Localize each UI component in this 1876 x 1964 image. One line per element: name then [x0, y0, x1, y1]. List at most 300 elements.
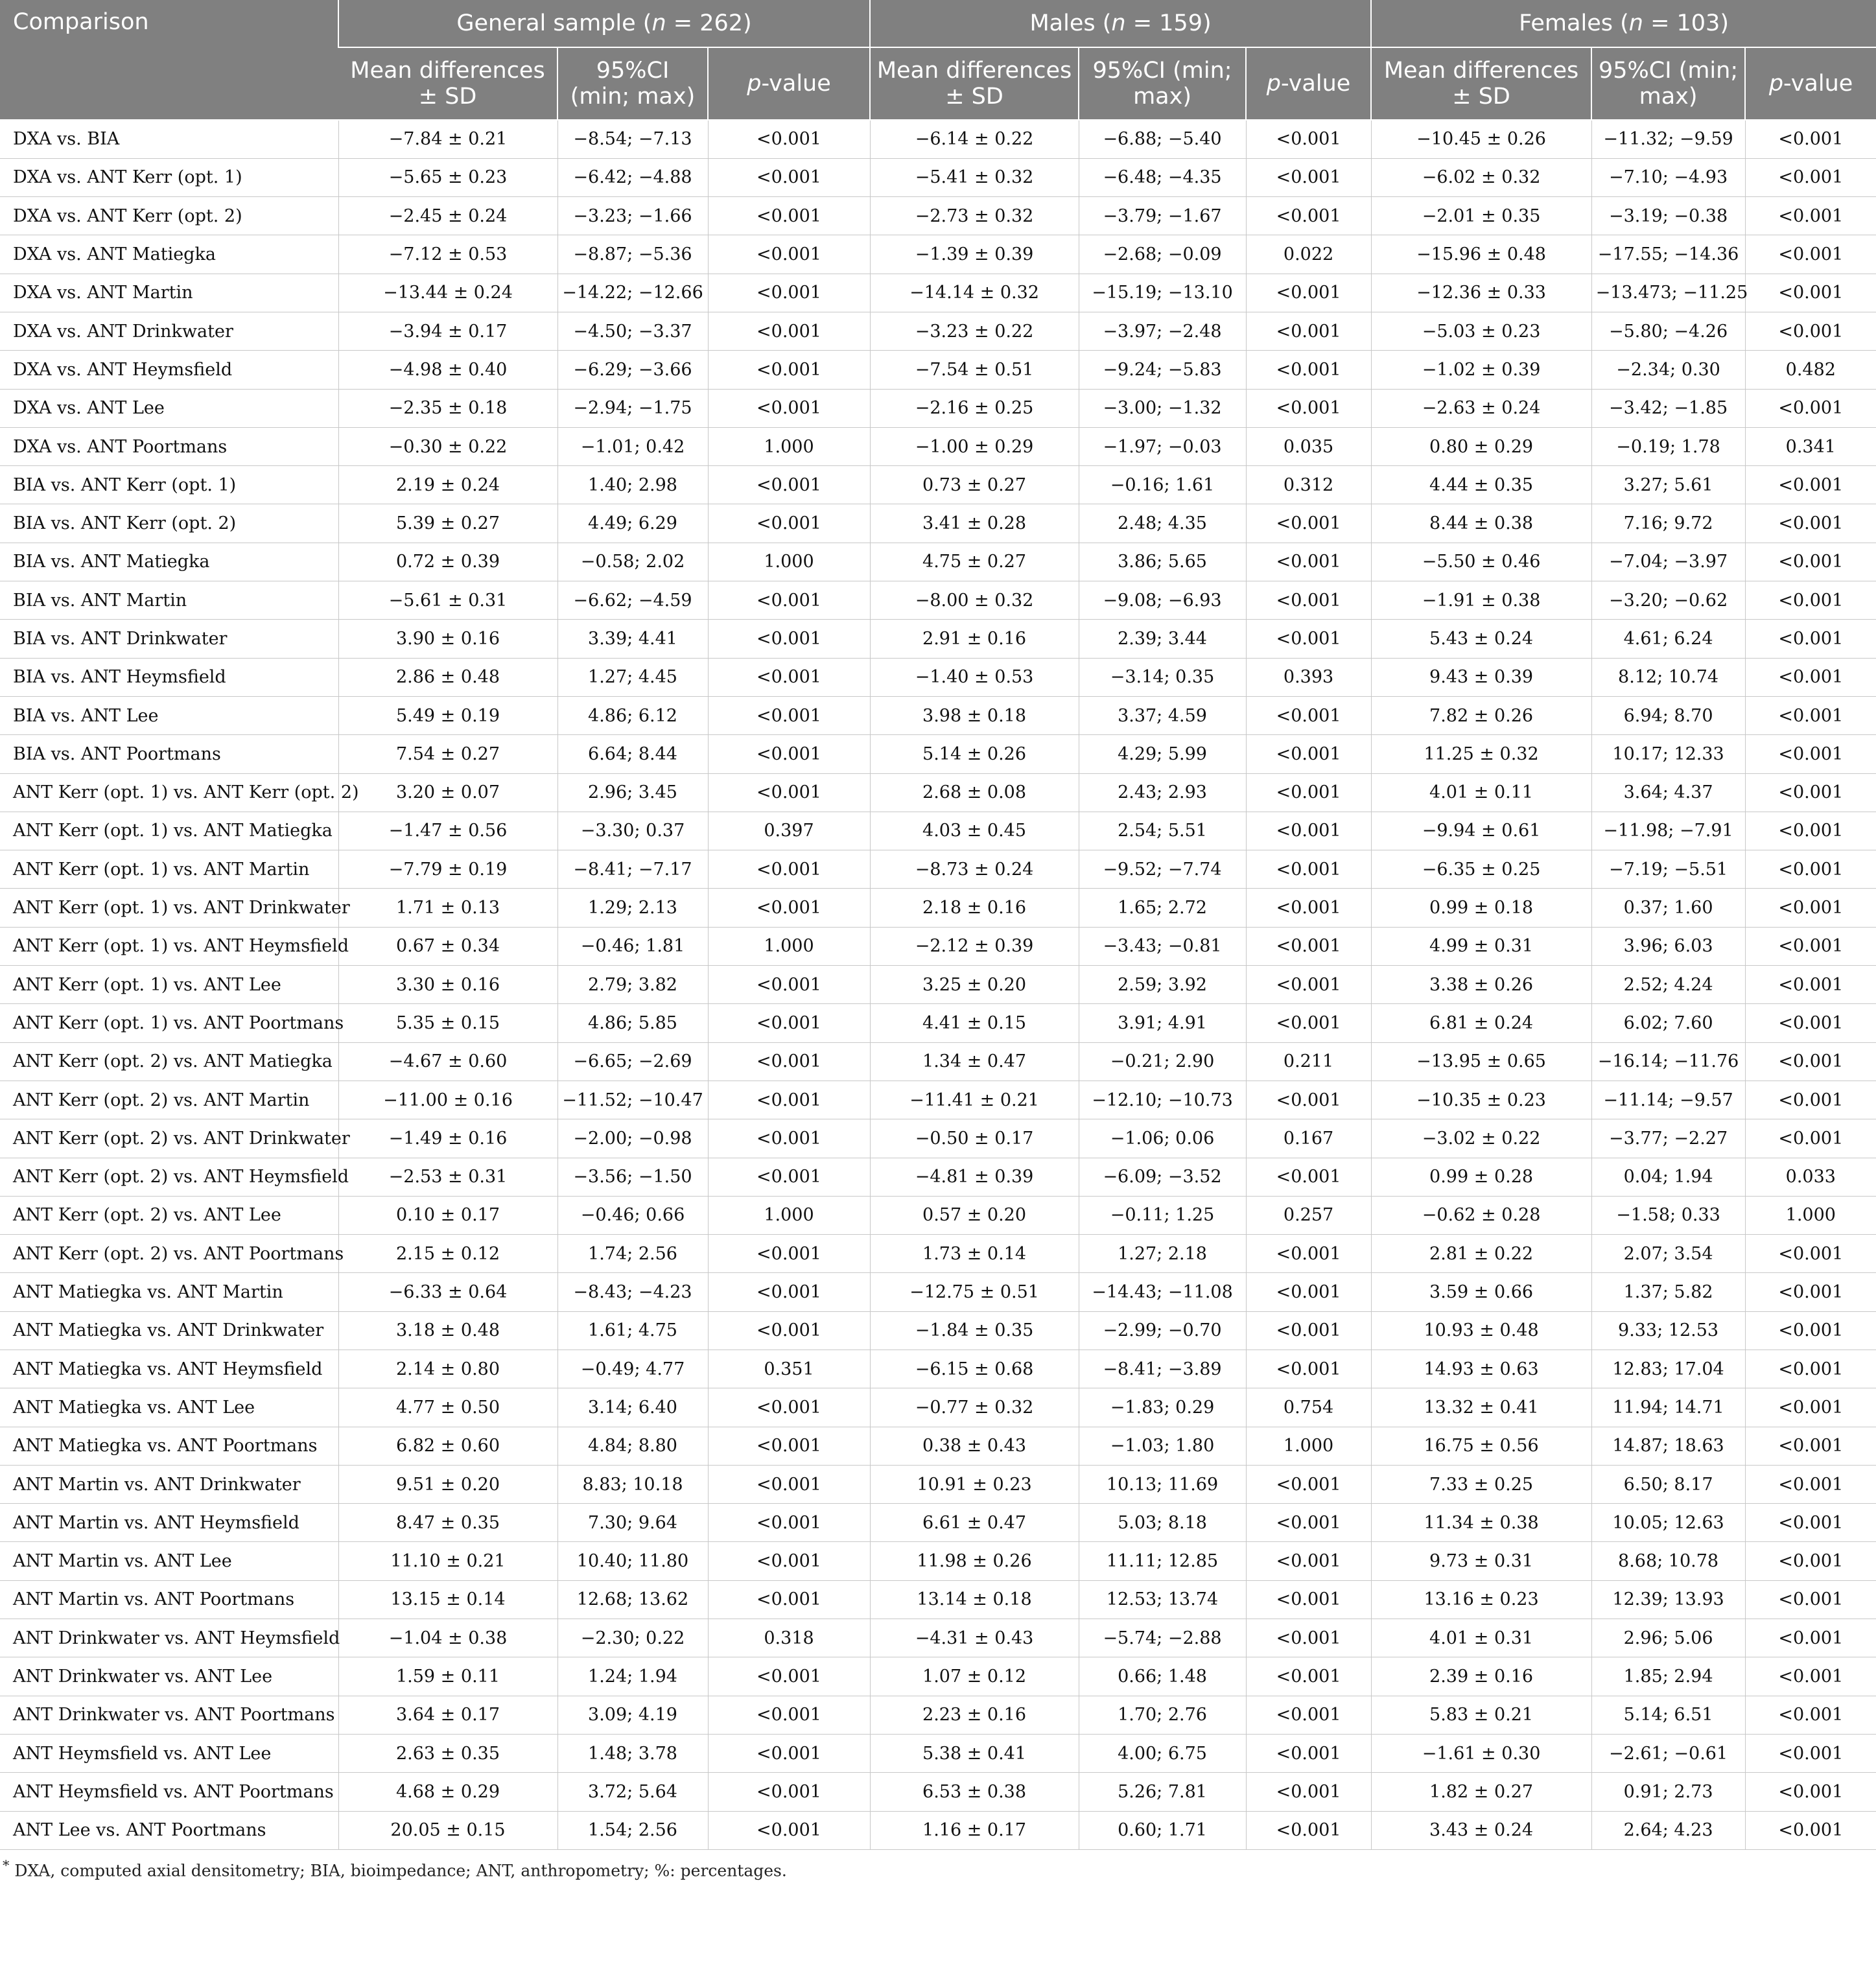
- cell-mean-males: −8.00 ± 0.32: [870, 581, 1079, 620]
- cell-mean-males: −11.41 ± 0.21: [870, 1081, 1079, 1119]
- cell-mean-general: 5.35 ± 0.15: [338, 1004, 557, 1042]
- cell-ci-general: −8.43; −4.23: [557, 1273, 708, 1311]
- cell-p-males: <0.001: [1246, 735, 1371, 773]
- cell-comparison: ANT Kerr (opt. 1) vs. ANT Drinkwater: [0, 889, 338, 927]
- cell-ci-females: 5.14; 6.51: [1591, 1696, 1745, 1734]
- cell-mean-females: 2.39 ± 0.16: [1371, 1657, 1591, 1696]
- cell-ci-general: 1.54; 2.56: [557, 1811, 708, 1849]
- cell-p-males: <0.001: [1246, 581, 1371, 620]
- cell-ci-females: 11.94; 14.71: [1591, 1388, 1745, 1427]
- cell-comparison: DXA vs. ANT Poortmans: [0, 427, 338, 465]
- cell-ci-males: 3.86; 5.65: [1079, 543, 1246, 581]
- cell-mean-general: −5.61 ± 0.31: [338, 581, 557, 620]
- cell-mean-females: −5.03 ± 0.23: [1371, 312, 1591, 350]
- cell-ci-females: 2.52; 4.24: [1591, 966, 1745, 1004]
- cell-comparison: DXA vs. ANT Martin: [0, 274, 338, 312]
- table-row: [0, 1158, 1876, 1196]
- cell-mean-males: −0.77 ± 0.32: [870, 1388, 1079, 1427]
- cell-p-general: <0.001: [708, 312, 870, 350]
- cell-mean-general: −2.45 ± 0.24: [338, 197, 557, 235]
- cell-p-females: <0.001: [1745, 1273, 1876, 1311]
- cell-p-females: <0.001: [1745, 1542, 1876, 1580]
- cell-comparison: ANT Kerr (opt. 2) vs. ANT Poortmans: [0, 1235, 338, 1273]
- cell-p-females: <0.001: [1745, 735, 1876, 773]
- cell-ci-males: −9.24; −5.83: [1079, 351, 1246, 389]
- cell-ci-males: −0.11; 1.25: [1079, 1196, 1246, 1234]
- cell-p-males: <0.001: [1246, 1580, 1371, 1619]
- cell-p-females: <0.001: [1745, 1811, 1876, 1849]
- cell-p-general: <0.001: [708, 889, 870, 927]
- cell-ci-males: −15.19; −13.10: [1079, 274, 1246, 312]
- header-group-females: Females (n = 103): [1371, 0, 1876, 47]
- header-mean-general: Mean differences ± SD: [338, 47, 557, 120]
- cell-p-males: <0.001: [1246, 543, 1371, 581]
- cell-mean-general: 4.68 ± 0.29: [338, 1773, 557, 1811]
- cell-p-males: <0.001: [1246, 1004, 1371, 1042]
- cell-comparison: ANT Matiegka vs. ANT Lee: [0, 1388, 338, 1427]
- cell-p-general: <0.001: [708, 1158, 870, 1196]
- table-row: [0, 1427, 1876, 1465]
- cell-ci-general: −3.30; 0.37: [557, 812, 708, 850]
- cell-mean-females: 4.99 ± 0.31: [1371, 927, 1591, 965]
- cell-ci-general: −3.23; −1.66: [557, 197, 708, 235]
- table-row: [0, 1580, 1876, 1619]
- cell-ci-females: 2.96; 5.06: [1591, 1619, 1745, 1657]
- cell-p-females: <0.001: [1745, 1388, 1876, 1427]
- table-header: [0, 0, 1876, 120]
- cell-p-males: <0.001: [1246, 889, 1371, 927]
- cell-p-males: <0.001: [1246, 620, 1371, 658]
- table-row: [0, 1311, 1876, 1350]
- cell-mean-general: 3.64 ± 0.17: [338, 1696, 557, 1734]
- cell-mean-females: 1.82 ± 0.27: [1371, 1773, 1591, 1811]
- cell-mean-males: 6.53 ± 0.38: [870, 1773, 1079, 1811]
- cell-p-general: <0.001: [708, 1388, 870, 1427]
- cell-mean-general: 3.20 ± 0.07: [338, 773, 557, 812]
- cell-mean-females: −1.91 ± 0.38: [1371, 581, 1591, 620]
- cell-mean-females: −6.35 ± 0.25: [1371, 850, 1591, 889]
- cell-p-general: <0.001: [708, 581, 870, 620]
- cell-comparison: ANT Matiegka vs. ANT Martin: [0, 1273, 338, 1311]
- cell-comparison: BIA vs. ANT Drinkwater: [0, 620, 338, 658]
- cell-p-females: <0.001: [1745, 1119, 1876, 1158]
- cell-ci-females: 1.37; 5.82: [1591, 1273, 1745, 1311]
- cell-mean-females: 9.73 ± 0.31: [1371, 1542, 1591, 1580]
- cell-ci-males: 12.53; 13.74: [1079, 1580, 1246, 1619]
- cell-ci-males: −5.74; −2.88: [1079, 1619, 1246, 1657]
- cell-mean-males: −0.50 ± 0.17: [870, 1119, 1079, 1158]
- cell-mean-general: 2.15 ± 0.12: [338, 1235, 557, 1273]
- cell-mean-females: 5.43 ± 0.24: [1371, 620, 1591, 658]
- cell-p-males: <0.001: [1246, 1811, 1371, 1849]
- cell-mean-females: −12.36 ± 0.33: [1371, 274, 1591, 312]
- cell-mean-general: 5.49 ± 0.19: [338, 696, 557, 734]
- cell-mean-general: 4.77 ± 0.50: [338, 1388, 557, 1427]
- cell-mean-males: 0.73 ± 0.27: [870, 466, 1079, 504]
- cell-p-general: <0.001: [708, 274, 870, 312]
- cell-p-females: <0.001: [1745, 773, 1876, 812]
- cell-ci-general: 4.86; 5.85: [557, 1004, 708, 1042]
- cell-ci-males: 0.66; 1.48: [1079, 1657, 1246, 1696]
- cell-mean-males: −3.23 ± 0.22: [870, 312, 1079, 350]
- cell-ci-males: −3.00; −1.32: [1079, 389, 1246, 427]
- cell-comparison: DXA vs. ANT Matiegka: [0, 235, 338, 274]
- cell-ci-general: 4.84; 8.80: [557, 1427, 708, 1465]
- cell-p-females: <0.001: [1745, 235, 1876, 274]
- cell-ci-general: 2.96; 3.45: [557, 773, 708, 812]
- cell-comparison: BIA vs. ANT Lee: [0, 696, 338, 734]
- cell-mean-general: 3.90 ± 0.16: [338, 620, 557, 658]
- cell-p-females: <0.001: [1745, 850, 1876, 889]
- cell-mean-general: −1.49 ± 0.16: [338, 1119, 557, 1158]
- table-row: [0, 197, 1876, 235]
- cell-mean-males: −1.40 ± 0.53: [870, 658, 1079, 696]
- cell-mean-males: −1.00 ± 0.29: [870, 427, 1079, 465]
- cell-comparison: ANT Heymsfield vs. ANT Poortmans: [0, 1773, 338, 1811]
- cell-p-males: <0.001: [1246, 773, 1371, 812]
- table-row: [0, 927, 1876, 965]
- cell-comparison: ANT Heymsfield vs. ANT Lee: [0, 1734, 338, 1772]
- cell-p-males: <0.001: [1246, 1350, 1371, 1388]
- cell-mean-general: −4.98 ± 0.40: [338, 351, 557, 389]
- cell-mean-general: −2.35 ± 0.18: [338, 389, 557, 427]
- cell-mean-males: 11.98 ± 0.26: [870, 1542, 1079, 1580]
- cell-ci-general: −11.52; −10.47: [557, 1081, 708, 1119]
- cell-mean-males: 1.07 ± 0.12: [870, 1657, 1079, 1696]
- cell-mean-females: 16.75 ± 0.56: [1371, 1427, 1591, 1465]
- cell-comparison: ANT Matiegka vs. ANT Heymsfield: [0, 1350, 338, 1388]
- cell-p-females: <0.001: [1745, 274, 1876, 312]
- cell-ci-general: 3.14; 6.40: [557, 1388, 708, 1427]
- table-row: [0, 658, 1876, 696]
- cell-p-females: <0.001: [1745, 581, 1876, 620]
- cell-p-general: <0.001: [708, 966, 870, 1004]
- cell-ci-females: −7.19; −5.51: [1591, 850, 1745, 889]
- cell-ci-general: 1.61; 4.75: [557, 1311, 708, 1350]
- cell-mean-males: −2.12 ± 0.39: [870, 927, 1079, 965]
- cell-ci-females: 6.02; 7.60: [1591, 1004, 1745, 1042]
- cell-comparison: ANT Matiegka vs. ANT Drinkwater: [0, 1311, 338, 1350]
- cell-ci-females: 3.64; 4.37: [1591, 773, 1745, 812]
- cell-p-general: <0.001: [708, 1580, 870, 1619]
- cell-p-general: <0.001: [708, 1042, 870, 1081]
- cell-mean-general: −3.94 ± 0.17: [338, 312, 557, 350]
- cell-mean-males: −4.81 ± 0.39: [870, 1158, 1079, 1196]
- cell-mean-general: 1.59 ± 0.11: [338, 1657, 557, 1696]
- cell-p-males: <0.001: [1246, 696, 1371, 734]
- cell-mean-general: 7.54 ± 0.27: [338, 735, 557, 773]
- cell-ci-general: −2.30; 0.22: [557, 1619, 708, 1657]
- cell-mean-females: 14.93 ± 0.63: [1371, 1350, 1591, 1388]
- cell-ci-males: −9.52; −7.74: [1079, 850, 1246, 889]
- table-row: [0, 1196, 1876, 1234]
- cell-p-females: <0.001: [1745, 197, 1876, 235]
- cell-mean-males: 4.03 ± 0.45: [870, 812, 1079, 850]
- cell-ci-females: 10.05; 12.63: [1591, 1504, 1745, 1542]
- cell-mean-males: 5.14 ± 0.26: [870, 735, 1079, 773]
- cell-p-females: <0.001: [1745, 620, 1876, 658]
- cell-p-general: <0.001: [708, 1773, 870, 1811]
- cell-comparison: ANT Kerr (opt. 1) vs. ANT Lee: [0, 966, 338, 1004]
- cell-mean-females: 3.59 ± 0.66: [1371, 1273, 1591, 1311]
- cell-ci-males: 1.70; 2.76: [1079, 1696, 1246, 1734]
- cell-ci-males: 2.48; 4.35: [1079, 504, 1246, 543]
- cell-mean-males: 4.75 ± 0.27: [870, 543, 1079, 581]
- cell-comparison: ANT Kerr (opt. 2) vs. ANT Lee: [0, 1196, 338, 1234]
- cell-p-females: <0.001: [1745, 1734, 1876, 1772]
- cell-p-females: <0.001: [1745, 120, 1876, 158]
- cell-ci-general: 1.27; 4.45: [557, 658, 708, 696]
- cell-p-males: <0.001: [1246, 1542, 1371, 1580]
- cell-p-general: 0.351: [708, 1350, 870, 1388]
- cell-mean-females: 5.83 ± 0.21: [1371, 1696, 1591, 1734]
- cell-mean-females: −13.95 ± 0.65: [1371, 1042, 1591, 1081]
- cell-p-females: <0.001: [1745, 696, 1876, 734]
- cell-p-general: <0.001: [708, 466, 870, 504]
- cell-mean-females: −10.35 ± 0.23: [1371, 1081, 1591, 1119]
- cell-ci-males: 1.65; 2.72: [1079, 889, 1246, 927]
- cell-mean-general: 11.10 ± 0.21: [338, 1542, 557, 1580]
- table-row: [0, 889, 1876, 927]
- cell-ci-males: 4.29; 5.99: [1079, 735, 1246, 773]
- cell-mean-females: 7.82 ± 0.26: [1371, 696, 1591, 734]
- table-row: [0, 1542, 1876, 1580]
- cell-ci-general: 3.09; 4.19: [557, 1696, 708, 1734]
- cell-comparison: ANT Martin vs. ANT Poortmans: [0, 1580, 338, 1619]
- cell-p-males: <0.001: [1246, 1619, 1371, 1657]
- cell-ci-females: 7.16; 9.72: [1591, 504, 1745, 543]
- cell-ci-females: 0.91; 2.73: [1591, 1773, 1745, 1811]
- cell-mean-females: 0.99 ± 0.28: [1371, 1158, 1591, 1196]
- cell-p-males: <0.001: [1246, 274, 1371, 312]
- cell-mean-males: −7.54 ± 0.51: [870, 351, 1079, 389]
- cell-p-males: <0.001: [1246, 1311, 1371, 1350]
- cell-ci-females: −11.32; −9.59: [1591, 120, 1745, 158]
- cell-ci-general: −3.56; −1.50: [557, 1158, 708, 1196]
- cell-comparison: BIA vs. ANT Kerr (opt. 2): [0, 504, 338, 543]
- cell-mean-males: 2.91 ± 0.16: [870, 620, 1079, 658]
- table-row: [0, 312, 1876, 350]
- cell-mean-males: −6.15 ± 0.68: [870, 1350, 1079, 1388]
- cell-ci-males: 5.26; 7.81: [1079, 1773, 1246, 1811]
- cell-p-general: <0.001: [708, 696, 870, 734]
- cell-mean-males: 0.57 ± 0.20: [870, 1196, 1079, 1234]
- cell-ci-general: 3.39; 4.41: [557, 620, 708, 658]
- cell-p-females: <0.001: [1745, 1619, 1876, 1657]
- cell-ci-females: 0.04; 1.94: [1591, 1158, 1745, 1196]
- cell-p-females: <0.001: [1745, 1235, 1876, 1273]
- cell-mean-males: −5.41 ± 0.32: [870, 158, 1079, 196]
- cell-ci-males: −2.99; −0.70: [1079, 1311, 1246, 1350]
- cell-p-females: 1.000: [1745, 1196, 1876, 1234]
- cell-mean-general: −7.12 ± 0.53: [338, 235, 557, 274]
- cell-mean-general: −7.84 ± 0.21: [338, 120, 557, 158]
- cell-ci-females: 9.33; 12.53: [1591, 1311, 1745, 1350]
- cell-mean-general: −0.30 ± 0.22: [338, 427, 557, 465]
- cell-mean-males: −12.75 ± 0.51: [870, 1273, 1079, 1311]
- cell-ci-general: −0.46; 0.66: [557, 1196, 708, 1234]
- header-ci-males: 95%CI (min; max): [1079, 47, 1246, 120]
- cell-mean-general: 8.47 ± 0.35: [338, 1504, 557, 1542]
- cell-p-males: <0.001: [1246, 1657, 1371, 1696]
- cell-ci-general: 6.64; 8.44: [557, 735, 708, 773]
- header-ci-females: 95%CI (min; max): [1591, 47, 1745, 120]
- table-row: [0, 427, 1876, 465]
- cell-p-general: <0.001: [708, 1119, 870, 1158]
- cell-comparison: DXA vs. ANT Kerr (opt. 1): [0, 158, 338, 196]
- cell-p-general: <0.001: [708, 850, 870, 889]
- cell-mean-males: 10.91 ± 0.23: [870, 1465, 1079, 1503]
- table-row: [0, 773, 1876, 812]
- cell-p-general: 0.397: [708, 812, 870, 850]
- cell-comparison: ANT Matiegka vs. ANT Poortmans: [0, 1427, 338, 1465]
- cell-mean-general: −6.33 ± 0.64: [338, 1273, 557, 1311]
- cell-ci-males: 2.54; 5.51: [1079, 812, 1246, 850]
- cell-mean-general: 20.05 ± 0.15: [338, 1811, 557, 1849]
- table-row: [0, 966, 1876, 1004]
- cell-comparison: ANT Kerr (opt. 2) vs. ANT Heymsfield: [0, 1158, 338, 1196]
- cell-ci-general: 2.79; 3.82: [557, 966, 708, 1004]
- cell-p-females: <0.001: [1745, 504, 1876, 543]
- header-p-males: p-value: [1246, 47, 1371, 120]
- cell-p-general: 0.318: [708, 1619, 870, 1657]
- cell-p-females: <0.001: [1745, 812, 1876, 850]
- cell-ci-females: 6.50; 8.17: [1591, 1465, 1745, 1503]
- cell-ci-females: 10.17; 12.33: [1591, 735, 1745, 773]
- cell-mean-general: −2.53 ± 0.31: [338, 1158, 557, 1196]
- cell-p-females: 0.033: [1745, 1158, 1876, 1196]
- cell-p-males: <0.001: [1246, 1273, 1371, 1311]
- cell-p-general: <0.001: [708, 1504, 870, 1542]
- cell-p-males: <0.001: [1246, 1504, 1371, 1542]
- cell-ci-males: 2.43; 2.93: [1079, 773, 1246, 812]
- cell-ci-males: −8.41; −3.89: [1079, 1350, 1246, 1388]
- table-row: [0, 812, 1876, 850]
- cell-p-males: 0.035: [1246, 427, 1371, 465]
- cell-p-general: <0.001: [708, 1427, 870, 1465]
- cell-ci-males: −1.83; 0.29: [1079, 1388, 1246, 1427]
- cell-p-general: <0.001: [708, 1696, 870, 1734]
- cell-p-general: <0.001: [708, 1311, 870, 1350]
- cell-p-males: 0.393: [1246, 658, 1371, 696]
- table-row: [0, 1619, 1876, 1657]
- cell-ci-females: −0.19; 1.78: [1591, 427, 1745, 465]
- cell-mean-females: −0.62 ± 0.28: [1371, 1196, 1591, 1234]
- cell-mean-males: 2.23 ± 0.16: [870, 1696, 1079, 1734]
- cell-p-males: 0.022: [1246, 235, 1371, 274]
- cell-mean-males: −4.31 ± 0.43: [870, 1619, 1079, 1657]
- cell-ci-females: 8.68; 10.78: [1591, 1542, 1745, 1580]
- cell-ci-general: −8.87; −5.36: [557, 235, 708, 274]
- cell-comparison: ANT Drinkwater vs. ANT Lee: [0, 1657, 338, 1696]
- cell-ci-males: 2.59; 3.92: [1079, 966, 1246, 1004]
- cell-p-females: <0.001: [1745, 158, 1876, 196]
- header-comparison: Comparison: [0, 0, 338, 120]
- cell-comparison: ANT Kerr (opt. 1) vs. ANT Heymsfield: [0, 927, 338, 965]
- cell-mean-females: 13.16 ± 0.23: [1371, 1580, 1591, 1619]
- cell-mean-females: 8.44 ± 0.38: [1371, 504, 1591, 543]
- cell-mean-females: 0.99 ± 0.18: [1371, 889, 1591, 927]
- cell-mean-males: 1.73 ± 0.14: [870, 1235, 1079, 1273]
- cell-p-males: <0.001: [1246, 1773, 1371, 1811]
- cell-mean-general: −11.00 ± 0.16: [338, 1081, 557, 1119]
- cell-p-females: <0.001: [1745, 658, 1876, 696]
- cell-ci-females: −7.04; −3.97: [1591, 543, 1745, 581]
- cell-ci-males: −6.88; −5.40: [1079, 120, 1246, 158]
- cell-p-general: <0.001: [708, 389, 870, 427]
- table-row: [0, 120, 1876, 158]
- cell-ci-general: 8.83; 10.18: [557, 1465, 708, 1503]
- cell-mean-general: −7.79 ± 0.19: [338, 850, 557, 889]
- table-body: [0, 120, 1876, 1849]
- cell-ci-females: −11.98; −7.91: [1591, 812, 1745, 850]
- table-row: [0, 1042, 1876, 1081]
- cell-ci-females: −3.20; −0.62: [1591, 581, 1745, 620]
- cell-p-females: <0.001: [1745, 1427, 1876, 1465]
- table-row: [0, 1773, 1876, 1811]
- cell-mean-males: 3.41 ± 0.28: [870, 504, 1079, 543]
- cell-ci-males: 3.91; 4.91: [1079, 1004, 1246, 1042]
- cell-ci-males: −14.43; −11.08: [1079, 1273, 1246, 1311]
- cell-comparison: BIA vs. ANT Martin: [0, 581, 338, 620]
- cell-ci-females: −13.473; −11.25: [1591, 274, 1745, 312]
- cell-mean-females: 10.93 ± 0.48: [1371, 1311, 1591, 1350]
- cell-p-females: <0.001: [1745, 1773, 1876, 1811]
- cell-ci-males: 1.27; 2.18: [1079, 1235, 1246, 1273]
- cell-p-males: <0.001: [1246, 1465, 1371, 1503]
- cell-ci-females: 8.12; 10.74: [1591, 658, 1745, 696]
- cell-ci-general: −4.50; −3.37: [557, 312, 708, 350]
- cell-ci-males: −9.08; −6.93: [1079, 581, 1246, 620]
- cell-mean-males: 4.41 ± 0.15: [870, 1004, 1079, 1042]
- cell-mean-general: −1.04 ± 0.38: [338, 1619, 557, 1657]
- cell-mean-females: 4.01 ± 0.11: [1371, 773, 1591, 812]
- cell-ci-general: 1.40; 2.98: [557, 466, 708, 504]
- cell-ci-males: −1.06; 0.06: [1079, 1119, 1246, 1158]
- cell-mean-females: −15.96 ± 0.48: [1371, 235, 1591, 274]
- cell-mean-general: 3.18 ± 0.48: [338, 1311, 557, 1350]
- cell-comparison: ANT Martin vs. ANT Drinkwater: [0, 1465, 338, 1503]
- cell-comparison: ANT Kerr (opt. 1) vs. ANT Kerr (opt. 2): [0, 773, 338, 812]
- cell-ci-general: −2.00; −0.98: [557, 1119, 708, 1158]
- cell-p-general: <0.001: [708, 1081, 870, 1119]
- cell-p-males: <0.001: [1246, 351, 1371, 389]
- cell-p-general: <0.001: [708, 1734, 870, 1772]
- table-row: [0, 1504, 1876, 1542]
- cell-ci-general: 1.29; 2.13: [557, 889, 708, 927]
- table-row: [0, 504, 1876, 543]
- cell-ci-males: 5.03; 8.18: [1079, 1504, 1246, 1542]
- cell-ci-females: −11.14; −9.57: [1591, 1081, 1745, 1119]
- cell-mean-females: 3.38 ± 0.26: [1371, 966, 1591, 1004]
- cell-p-males: <0.001: [1246, 1158, 1371, 1196]
- cell-ci-males: 10.13; 11.69: [1079, 1465, 1246, 1503]
- cell-comparison: ANT Martin vs. ANT Heymsfield: [0, 1504, 338, 1542]
- table-row: [0, 466, 1876, 504]
- cell-mean-females: −2.63 ± 0.24: [1371, 389, 1591, 427]
- cell-p-males: <0.001: [1246, 504, 1371, 543]
- cell-mean-general: 9.51 ± 0.20: [338, 1465, 557, 1503]
- cell-ci-general: 7.30; 9.64: [557, 1504, 708, 1542]
- cell-p-females: <0.001: [1745, 1004, 1876, 1042]
- cell-mean-general: −5.65 ± 0.23: [338, 158, 557, 196]
- cell-ci-general: 4.49; 6.29: [557, 504, 708, 543]
- header-p-general: p-value: [708, 47, 870, 120]
- cell-comparison: ANT Kerr (opt. 2) vs. ANT Martin: [0, 1081, 338, 1119]
- cell-ci-general: −2.94; −1.75: [557, 389, 708, 427]
- cell-ci-females: 12.39; 13.93: [1591, 1580, 1745, 1619]
- cell-comparison: DXA vs. ANT Lee: [0, 389, 338, 427]
